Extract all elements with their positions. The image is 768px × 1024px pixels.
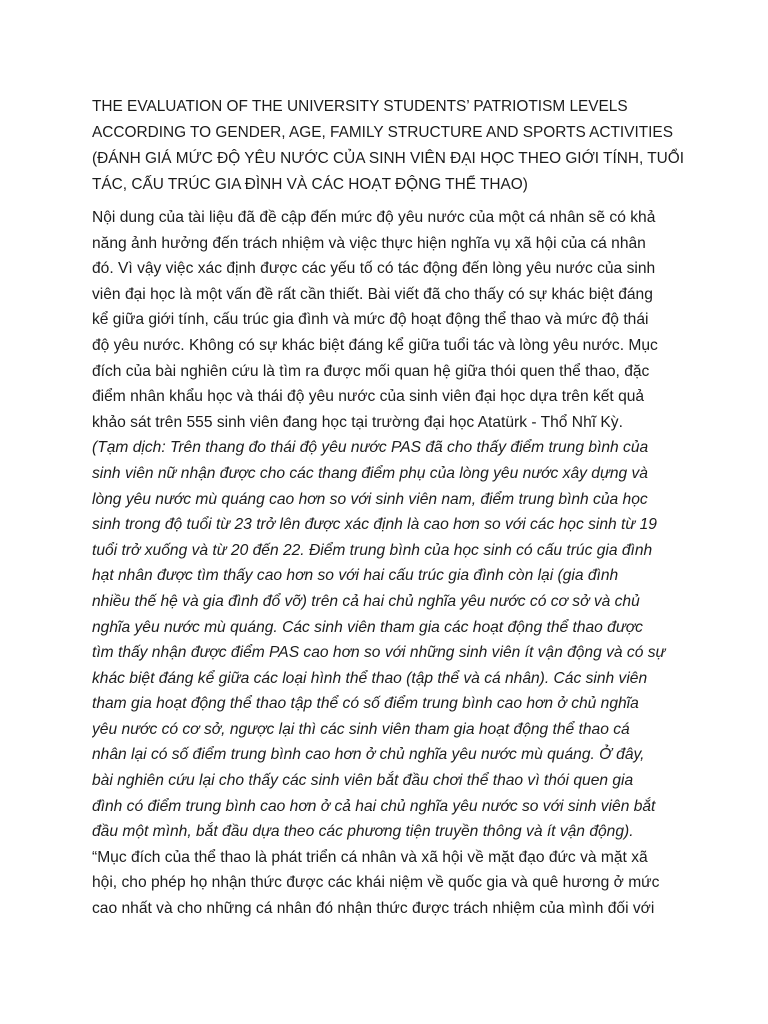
document-body xyxy=(92,205,732,922)
translation-line: sinh viên nữ nhận được cho các thang điểm phụ của lòng yêu nước xây dựng và xyxy=(92,464,648,482)
translation-line: nghĩa yêu nước mù quáng. Các sinh viên tham gia các hoạt động thể thao được xyxy=(92,618,643,636)
translation-line: khác biệt đáng kể giữa các loại hình thể thao (tập thể và cá nhân). Các sinh viên xyxy=(92,669,648,687)
title-line: TÁC, CẤU TRÚC GIA ĐÌNH VÀ CÁC HOẠT ĐỘNG THỂ THAO) xyxy=(92,176,528,193)
translation-line: đầu một mình, bắt đầu dựa theo các phương tiện truyền thông và ít vận động). xyxy=(92,823,634,841)
summary-line: điểm nhân khẩu học và thái độ yêu nước của sinh viên đại học dựa trên kết quả xyxy=(92,388,645,406)
translation-line: (Tạm dịch: Trên thang đo thái độ yêu nước PAS đã cho thấy điểm trung bình của xyxy=(92,439,649,457)
summary-line: Nội dung của tài liệu đã đề cập đến mức độ yêu nước của một cá nhân sẽ có khả xyxy=(92,209,656,226)
quote-line: “Mục đích của thể thao là phát triển cá nhân và xã hội về mặt đạo đức và mặt xã xyxy=(92,848,648,866)
title-line: (ĐÁNH GIÁ MỨC ĐỘ YÊU NƯỚC CỦA SINH VIÊN ĐẠI HỌC THEO GIỚI TÍNH, TUỔI xyxy=(92,150,684,167)
translation-paragraph xyxy=(92,435,732,845)
title-line: THE EVALUATION OF THE UNIVERSITY STUDENTS’ PATRIOTISM LEVELS xyxy=(92,98,628,115)
translation-line: sinh trong độ tuổi từ 23 trở lên được xác định là cao hơn so với các học sinh từ 19 xyxy=(92,516,657,534)
summary-line: độ yêu nước. Không có sự khác biệt đáng kể giữa tuổi tác và lòng yêu nước. Mục xyxy=(92,336,658,354)
translation-line: bài nghiên cứu lại cho thấy các sinh viên bắt đầu chơi thể thao vì thói quen gia xyxy=(92,772,634,790)
summary-line: đích của bài nghiên cứu là tìm ra được mối quan hệ giữa thói quen thể thao, đặc xyxy=(92,362,650,380)
summary-line: khảo sát trên 555 sinh viên đang học tại trường đại học Atatürk - Thổ Nhĩ Kỳ. xyxy=(92,413,623,431)
summary-line: đó. Vì vậy việc xác định được các yếu tố có tác động đến lòng yêu nước của sinh xyxy=(92,260,656,278)
summary-line: năng ảnh hưởng đến trách nhiệm và việc thực hiện nghĩa vụ xã hội của cá nhân xyxy=(92,234,646,252)
summary-line: viên đại học là một vấn đề rất cần thiết. Bài viết đã cho thấy có sự khác biệt đáng xyxy=(92,285,653,303)
translation-line: hạt nhân được tìm thấy cao hơn so với hai cấu trúc gia đình còn lại (gia đình xyxy=(92,567,619,585)
translation-line: nhiều thế hệ và gia đình đổ vỡ) trên cả hai chủ nghĩa yêu nước có cơ sở và chủ xyxy=(92,592,640,610)
summary-line: kể giữa giới tính, cấu trúc gia đình và mức độ hoạt động thể thao và mức độ thái xyxy=(92,311,649,329)
translation-line: lòng yêu nước mù quáng cao hơn so với sinh viên nam, điểm trung bình của học xyxy=(92,490,648,508)
translation-line: yêu nước có cơ sở, ngược lại thì các sinh viên tham gia hoạt động thể thao cá xyxy=(92,720,630,738)
title-line: ACCORDING TO GENDER, AGE, FAMILY STRUCTURE AND SPORTS ACTIVITIES xyxy=(92,124,673,141)
translation-line: tham gia hoạt động thể thao tập thể có số điểm trung bình cao hơn ở chủ nghĩa xyxy=(92,695,639,713)
translation-line: tìm thấy nhận được điểm PAS cao hơn so với những sinh viên ít vận động và có sự xyxy=(92,644,666,662)
document-title xyxy=(92,94,732,198)
quote-line: cao nhất và cho những cá nhân đó nhận thức được trách nhiệm của mình đối với xyxy=(92,900,655,918)
summary-paragraph xyxy=(92,205,732,435)
quote-line: hội, cho phép họ nhận thức được các khái niệm về quốc gia và quê hương ở mức xyxy=(92,874,660,892)
quote-paragraph xyxy=(92,845,732,922)
translation-line: nhân lại có số điểm trung bình cao hơn ở chủ nghĩa yêu nước mù quáng. Ở đây, xyxy=(92,746,645,764)
translation-line: tuổi trở xuống và từ 20 đến 22. Điểm trung bình của học sinh có cấu trúc gia đình xyxy=(92,541,653,559)
translation-line: đình có điểm trung bình cao hơn ở cả hai chủ nghĩa yêu nước so với sinh viên bắt xyxy=(92,797,656,815)
